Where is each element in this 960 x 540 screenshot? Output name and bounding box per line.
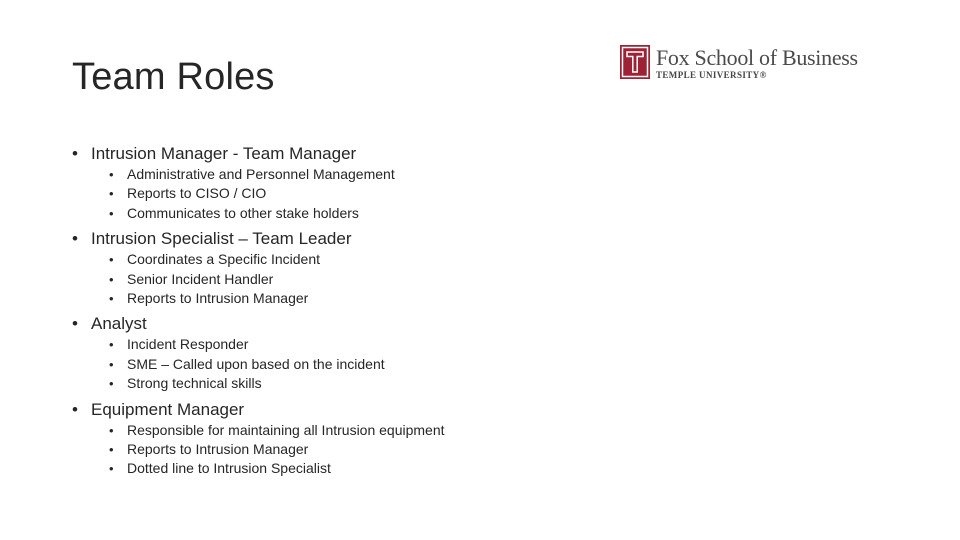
role-title-text: Equipment Manager	[91, 399, 245, 419]
responsibility-text: Senior Incident Handler	[127, 270, 274, 287]
bullet-icon: •	[109, 337, 114, 353]
logo-school-name: Fox School of Business	[656, 45, 858, 70]
role-title	[72, 313, 872, 335]
role-responsibilities	[72, 335, 872, 393]
role-item	[72, 313, 872, 393]
bullet-icon: •	[109, 252, 114, 268]
logo-university-name: TEMPLE UNIVERSITY®	[656, 70, 767, 80]
responsibility-text: Coordinates a Specific Incident	[127, 251, 320, 268]
role-item	[72, 228, 872, 308]
responsibility-item	[109, 374, 872, 393]
responsibility-item	[109, 165, 872, 184]
role-item	[72, 399, 872, 479]
fox-school-logo	[620, 45, 890, 85]
temple-t-logo-icon	[620, 45, 650, 79]
role-responsibilities	[72, 421, 872, 479]
responsibility-item	[109, 250, 872, 269]
bullet-icon: •	[72, 229, 78, 249]
bullet-icon: •	[109, 186, 114, 202]
bullet-icon: •	[109, 461, 114, 477]
responsibility-item	[109, 204, 872, 223]
bullet-icon: •	[72, 144, 78, 163]
bullet-icon: •	[109, 422, 114, 438]
responsibility-text: Administrative and Personnel Management	[127, 166, 395, 182]
responsibility-text: Incident Responder	[127, 336, 249, 353]
responsibility-text: Reports to CISO / CIO	[127, 185, 267, 202]
bullet-icon: •	[109, 205, 114, 221]
responsibility-text: Dotted line to Intrusion Specialist	[127, 460, 331, 477]
bullet-icon: •	[109, 271, 114, 287]
bullet-icon: •	[72, 314, 78, 334]
responsibility-item	[109, 335, 872, 354]
role-title	[72, 228, 872, 250]
role-responsibilities	[72, 165, 872, 223]
responsibility-item	[109, 184, 872, 203]
responsibility-item	[109, 421, 872, 440]
bullet-icon: •	[109, 356, 114, 372]
responsibility-item	[109, 459, 872, 478]
bullet-icon: •	[109, 442, 114, 458]
responsibility-text: Strong technical skills	[127, 375, 262, 392]
slide-title: Team Roles	[72, 56, 275, 98]
responsibility-item	[109, 440, 872, 459]
role-title-text: Intrusion Specialist – Team Leader	[91, 229, 352, 249]
responsibility-text: Communicates to other stake holders	[127, 204, 359, 221]
bullet-icon: •	[72, 399, 78, 419]
responsibility-item	[109, 289, 872, 308]
bullet-icon: •	[109, 291, 114, 307]
responsibility-text: Reports to Intrusion Manager	[127, 441, 309, 458]
bullet-icon: •	[109, 376, 114, 392]
responsibility-text: SME – Called upon based on the incident	[127, 355, 385, 372]
role-title-text: Intrusion Manager - Team Manager	[91, 144, 357, 163]
role-responsibilities	[72, 250, 872, 308]
responsibility-text: Responsible for maintaining all Intrusion equipment	[127, 421, 445, 438]
responsibility-item	[109, 355, 872, 374]
roles-list	[72, 143, 872, 484]
role-item	[72, 143, 872, 223]
role-title	[72, 143, 872, 165]
role-title	[72, 399, 872, 421]
role-title-text: Analyst	[91, 314, 147, 334]
bullet-icon: •	[109, 167, 114, 182]
responsibility-item	[109, 270, 872, 289]
responsibility-text: Reports to Intrusion Manager	[127, 290, 309, 307]
